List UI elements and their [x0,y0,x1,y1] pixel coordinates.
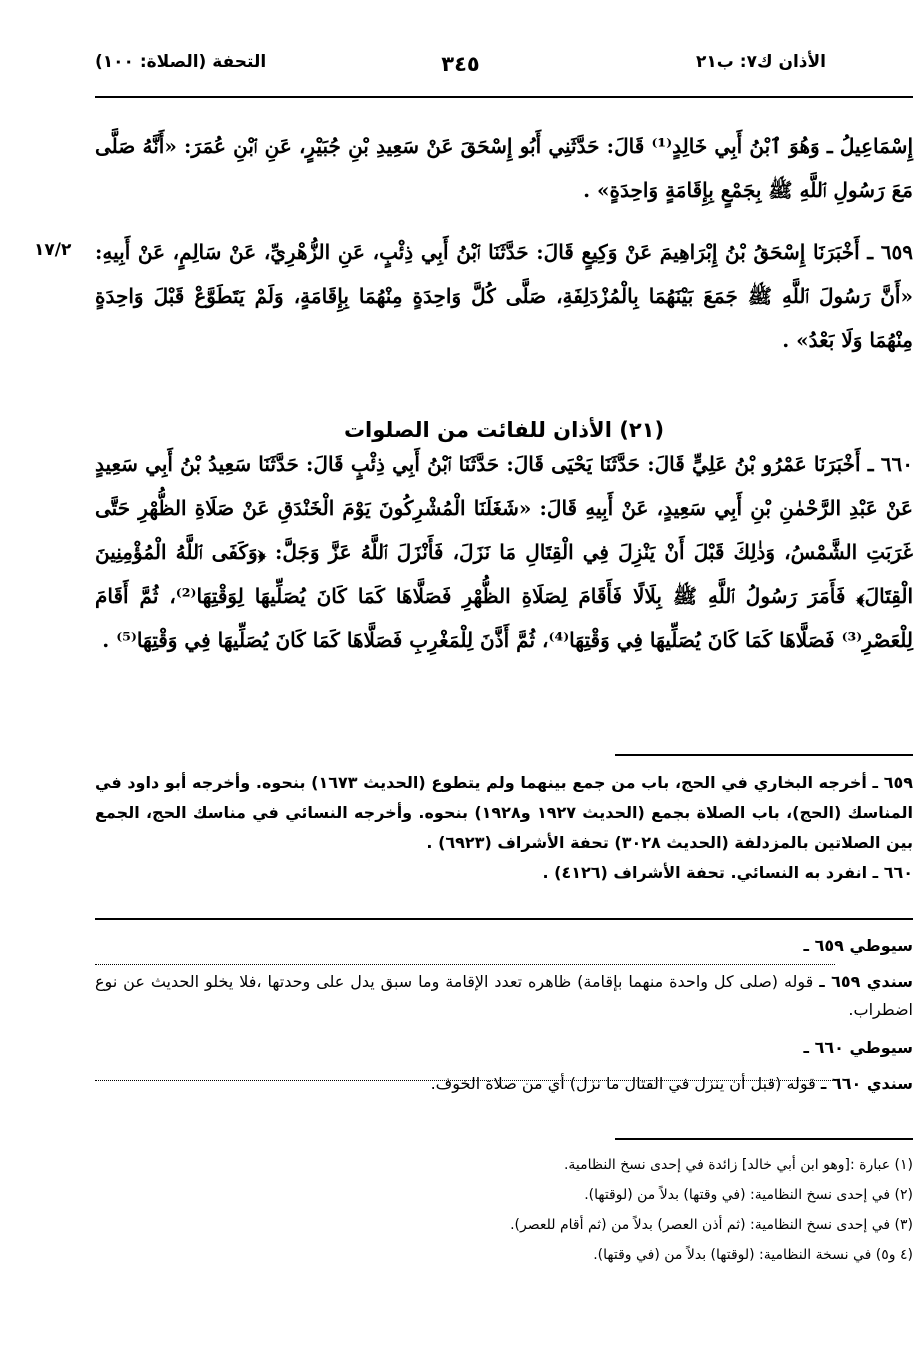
variant-note-2: (٢) في إحدى نسخ النظامية: (في وقتها) بدلاً من (لوقتها). [584,1187,913,1203]
commentary-rule [95,918,913,920]
variant-note-3: (٣) في إحدى نسخ النظامية: (ثم أذن العصر) بدلاً من (ثم أقام للعصر). [510,1217,913,1233]
hadith-continuation: إِسْمَاعِيلُ ـ وَهُوَ ٱبْنُ أَبِي خَالِدٍ⁽¹⁾ قَالَ: حَدَّثَنِي أَبُو إِسْحَقَ عَنْ سَعِيدِ بْنِ جُبَيْرٍ، عَنِ ٱبْنِ عُمَرَ: «أَنَّهُ صَلَّى مَعَ رَسُولِ ٱللَّهِ ﷺ بِجَمْعٍ بِإِقَامَةٍ وَاحِدَةٍ» . [95,134,913,202]
hadith-660: ٦٦٠ ـ أَخْبَرَنَا عَمْرُو بْنُ عَلِيٍّ قَالَ: حَدَّثَنَا يَحْيَى قَالَ: حَدَّثَنَا ٱبْنُ أَبِي ذِئْبٍ قَالَ: حَدَّثَنَا سَعِيدُ بْنُ أَبِي سَعِيدٍ عَنْ عَبْدِ الرَّحْمٰنِ بْنِ أَبِي سَعِيدٍ، عَنْ أَبِيهِ قَالَ: «شَغَلَنَا الْمُشْرِكُونَ يَوْمَ الْخَنْدَقِ عَنْ صَلَاةِ الظُّهْرِ حَتَّى غَرَبَتِ الشَّمْسُ، وَذٰلِكَ قَبْلَ أَنْ يَنْزِلَ فِي الْقِتَالِ مَا نَزَلَ، فَأَنْزَلَ ٱللَّهُ عَزَّ وَجَلَّ: ﴿وَكَفَى ٱللَّهُ الْمُؤْمِنِينَ الْقِتَالَ﴾ فَأَمَرَ رَسُولُ ٱللَّهِ ﷺ بِلَالًا فَأَقَامَ لِصَلَاةِ الظُّهْرِ فَصَلَّاهَا كَمَا كَانَ يُصَلِّيهَا لِوَقْتِهَا⁽²⁾، ثُمَّ أَقَامَ لِلْعَصْرِ⁽³⁾ فَصَلَّاهَا كَمَا كَانَ يُصَلِّيهَا فِي وَقْتِهَا⁽⁴⁾، ثُمَّ أَذَّنَ لِلْمَغْرِبِ فَصَلَّاهَا كَمَا كَانَ يُصَلِّيهَا فِي وَقْتِهَا⁽⁵⁾ . [95,452,914,652]
takhrij-rule [615,754,913,756]
sindi-659-label: سندي ٦٥٩ ـ [819,972,913,991]
header-rule [95,96,913,98]
running-header [95,52,826,82]
sindi-660-label: سندي ٦٦٠ ـ [820,1074,913,1093]
margin-reference: ١٧/٢ [34,240,72,260]
variant-notes [95,1150,913,1270]
commentary-block [95,932,913,1098]
page-number: ٣٤٥ [441,52,480,76]
sindi-659-text: قوله (صلى كل واحدة منهما بإقامة) ظاهره تعدد الإقامة وما سبق يدل على وحدتها ،فلا يخلو الحديث عن نوع اضطراب. [95,972,913,1019]
dotted-separator-1 [95,964,835,965]
takhrij-659: ٦٥٩ ـ أخرجه البخاري في الحج، باب من جمع بينهما ولم يتطوع (الحديث ١٦٧٣) بنحوه. وأخرجه أبو داود في المناسك (الحج)، باب الصلاة بجمع (الحديث ١٩٢٧ و١٩٢٨) بنحوه. وأخرجه النسائي في مناسك الحج، الجمع بين الصلاتين بالمزدلفة (الحديث ٣٠٢٨) تحفة الأشراف (٦٩٢٣) . [95,773,914,852]
takhrij-notes [95,768,913,888]
takhrij-660: ٦٦٠ ـ انفرد به النسائي. تحفة الأشراف (٤١٢٦) . [542,863,913,882]
variant-notes-rule [615,1138,913,1140]
hadith-659: ٦٥٩ ـ أَخْبَرَنَا إِسْحَقُ بْنُ إِبْرَاهِيمَ عَنْ وَكِيعٍ قَالَ: حَدَّثَنَا ٱبْنُ أَبِي ذِئْبٍ، عَنِ الزُّهْرِيِّ، عَنْ سَالِمٍ، عَنْ أَبِيهِ: «أَنَّ رَسُولَ ٱللَّهِ ﷺ جَمَعَ بَيْنَهُمَا بِالْمُزْدَلِفَةِ، صَلَّى كُلَّ وَاحِدَةٍ مِنْهُمَا بِإِقَامَةٍ، وَلَمْ يَتَطَوَّعْ قَبْلَ وَاحِدَةٍ مِنْهُمَا وَلَا بَعْدُ» . [95,240,913,352]
header-chapter-ref: الأذان ك٧: ب٢١ [695,52,826,72]
sindi-660-text: قوله (قبل أن ينزل في القتال ما نزل) أي من صلاة الخوف. [430,1074,816,1093]
section-heading: (٢١) الأذان للفائت من الصلوات [343,418,665,442]
suyuti-660-label: سيوطي ٦٦٠ ـ [803,1038,913,1057]
suyuti-659-label: سيوطي ٦٥٩ ـ [803,936,913,955]
header-tuhfa-ref: التحفة (الصلاة: ١٠٠) [95,52,267,72]
dotted-separator-2 [95,1080,835,1081]
variant-note-4-5: (٤ و٥) في نسخة النظامية: (لوقتها) بدلاً من (في وقتها). [593,1247,913,1263]
variant-note-1: (١) عبارة :[وهو ابن أبي خالد] زائدة في إحدى نسخ النظامية. [563,1157,913,1173]
